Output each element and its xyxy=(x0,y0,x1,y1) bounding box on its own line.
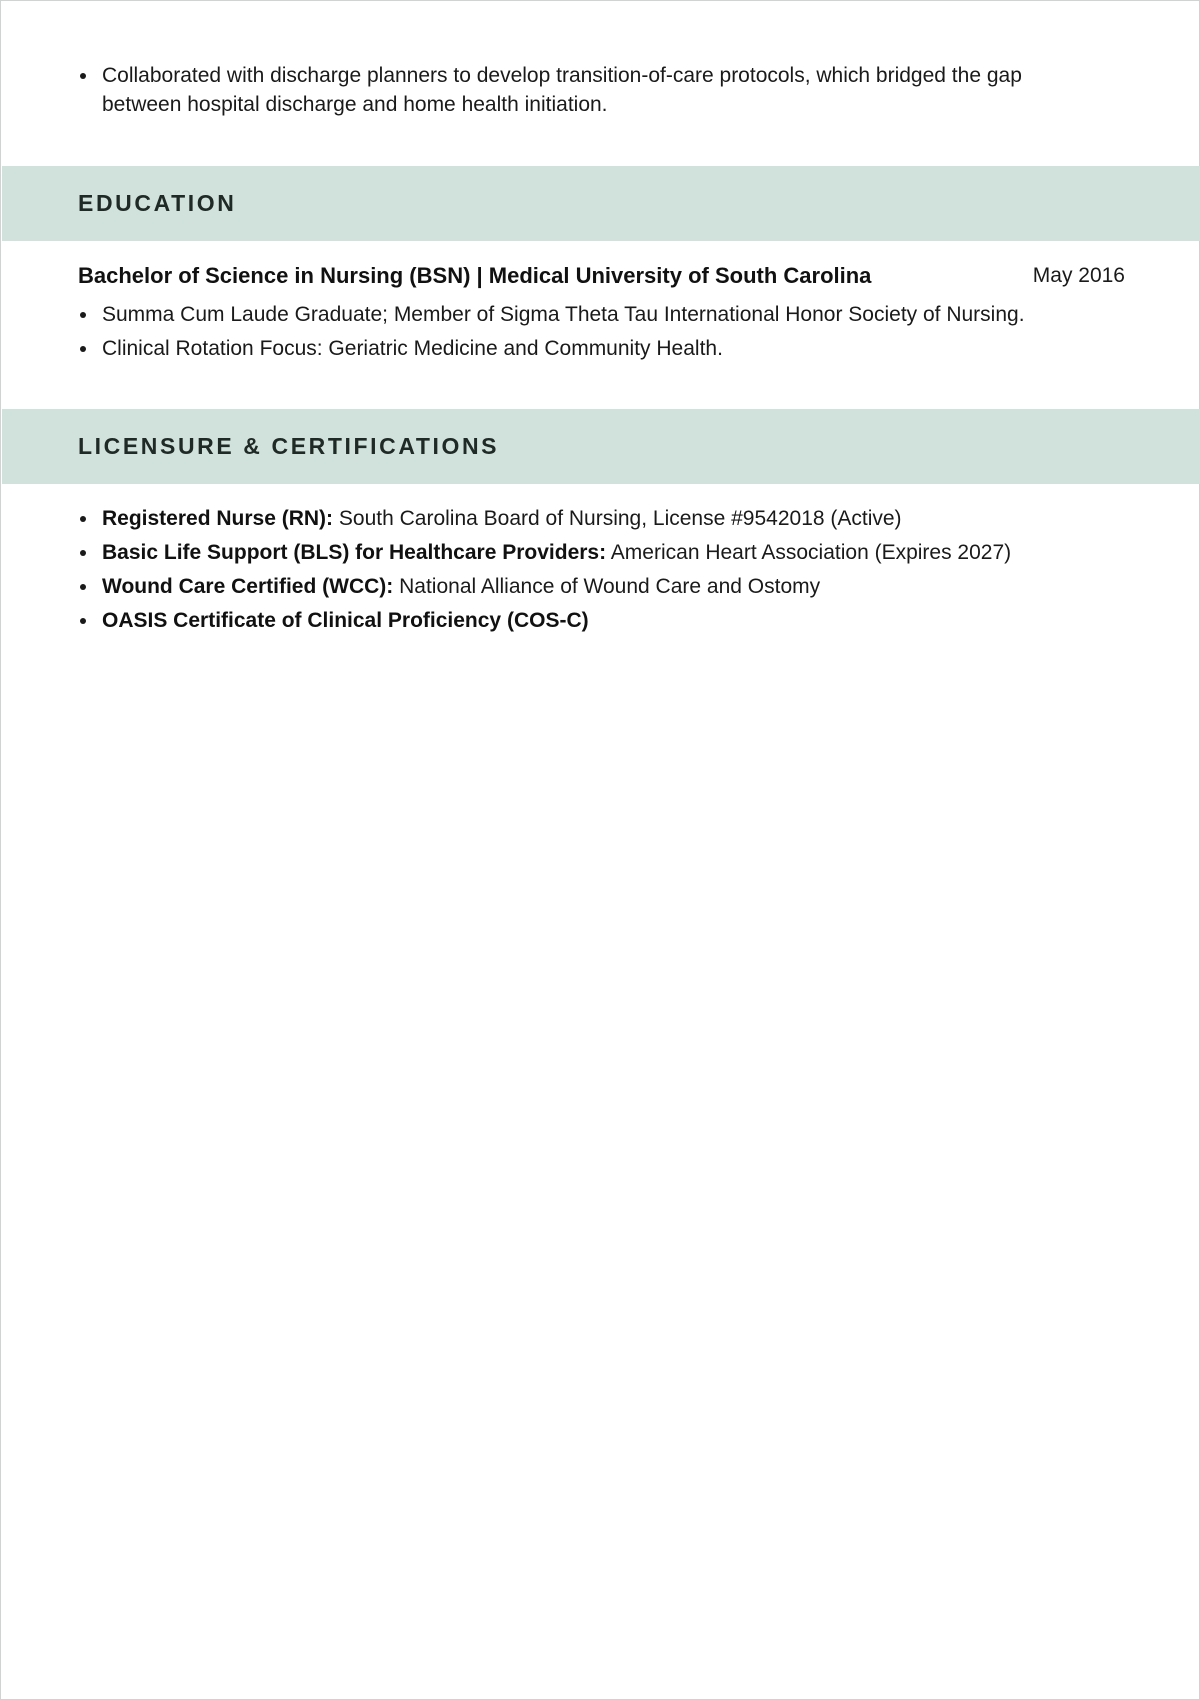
bullet-icon xyxy=(80,618,86,624)
education-section-header xyxy=(2,166,1200,241)
bullet-icon xyxy=(80,550,86,556)
education-heading: EDUCATION xyxy=(78,190,237,216)
education-date: May 2016 xyxy=(1032,264,1125,287)
list-item xyxy=(78,61,1088,119)
bullet-icon xyxy=(80,516,86,522)
certification-item xyxy=(78,504,1125,533)
certification-detail: South Carolina Board of Nursing, License #9542018 (Active) xyxy=(338,507,902,530)
certification-item xyxy=(78,572,1125,601)
certification-item xyxy=(78,606,1125,635)
certification-title: Basic Life Support (BLS) for Healthcare Providers: xyxy=(102,541,607,564)
certification-title: Registered Nurse (RN): xyxy=(102,507,334,530)
education-bullet-list xyxy=(78,300,1125,368)
licensure-heading: LICENSURE & CERTIFICATIONS xyxy=(78,433,500,459)
education-bullet-text: Summa Cum Laude Graduate; Member of Sigma Theta Tau International Honor Society of Nursing. xyxy=(102,303,1025,326)
bullet-icon xyxy=(80,584,86,590)
bullet-icon xyxy=(80,73,86,79)
education-bullet-text: Clinical Rotation Focus: Geriatric Medicine and Community Health. xyxy=(102,337,723,360)
licensure-section-header xyxy=(2,409,1200,484)
certification-detail: National Alliance of Wound Care and Ostomy xyxy=(399,575,821,598)
experience-bullet-list xyxy=(78,61,1088,119)
list-item xyxy=(78,334,1125,363)
bullet-icon xyxy=(80,312,86,318)
education-degree: Bachelor of Science in Nursing (BSN) | Medical University of South Carolina xyxy=(78,263,872,288)
list-item xyxy=(78,300,1125,329)
certification-detail: American Heart Association (Expires 2027) xyxy=(610,541,1012,564)
certification-list xyxy=(78,504,1125,640)
education-entry xyxy=(78,261,1125,291)
certification-title: Wound Care Certified (WCC): xyxy=(102,575,394,598)
certification-title: OASIS Certificate of Clinical Proficiency (COS-C) xyxy=(102,609,589,632)
bullet-icon xyxy=(80,346,86,352)
experience-bullet-text: Collaborated with discharge planners to develop transition-of-care protocols, which bridged the gap between hospital discharge and home health initiation. xyxy=(102,64,1022,116)
certification-item xyxy=(78,538,1125,567)
